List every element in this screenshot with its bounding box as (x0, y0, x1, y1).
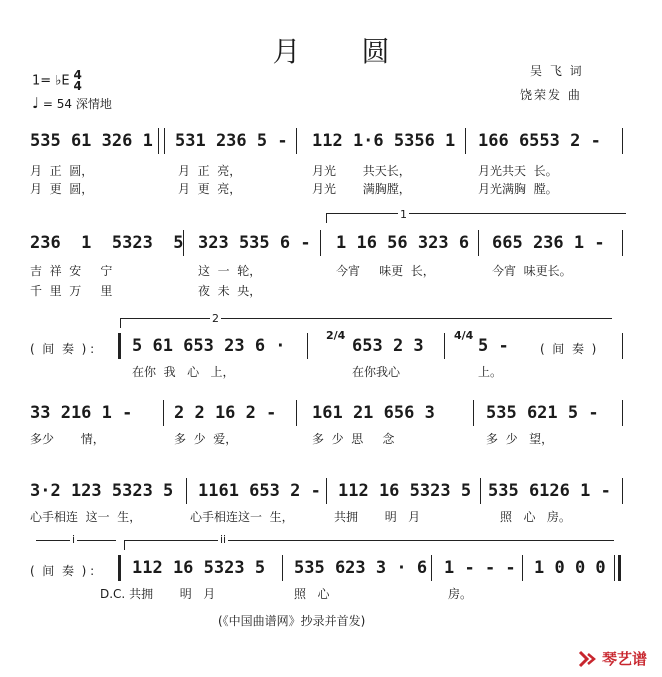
volta-number: 1 (400, 208, 407, 221)
lyric-line: 共拥 明 月 (334, 510, 421, 524)
lyric-line: 上。 (478, 365, 503, 379)
volta-bracket-edge (124, 540, 125, 550)
notation-measure: 1 - - - (444, 558, 516, 578)
notation-measure: 531 236 5 - (175, 131, 288, 151)
notation-measure: 535 621 5 - (486, 403, 599, 423)
lyric-line: D.C. 共拥 明 月 (100, 587, 216, 601)
volta-bracket (326, 213, 626, 214)
lyric-line: 今宵 味更 长， (336, 264, 435, 278)
lyric-line: 房。 (448, 587, 473, 601)
barline (296, 400, 297, 426)
lyric-line: 夜 未 央， (198, 284, 262, 298)
barline (163, 400, 164, 426)
barline (622, 230, 623, 256)
lyric-line: 月 更 圆， (30, 182, 94, 196)
lyric-line: 这 一 轮， (198, 264, 262, 278)
quarter-note-icon: ♩ (32, 94, 40, 112)
lyric-line: 多 少 望， (486, 432, 554, 446)
logo-text: 琴艺谱 (602, 650, 648, 668)
volta-bracket-edge (326, 213, 327, 223)
lyric-line: 多 少 思 念 (312, 432, 395, 446)
source-credit: (《中国曲谱网》抄录并首发) (218, 614, 366, 628)
notation-measure: 3·2 123 5323 5 (30, 481, 174, 501)
lyric-line: 月光共天 长。 (478, 164, 558, 178)
lyric-line: 照 心 房。 (500, 510, 571, 524)
tempo-marking: ♩ = 54 深情地 (32, 94, 112, 112)
barline (622, 400, 623, 426)
lyricist-credit: 吴 飞 词 (530, 64, 584, 78)
lyric-line: 照 心 (294, 587, 330, 601)
lyric-line: 千 里 万 里 (30, 284, 113, 298)
barline (444, 333, 445, 359)
barline (465, 128, 466, 154)
notation-measure: 161 21 656 3 (312, 403, 435, 423)
page-title: 月 圆 (272, 35, 416, 68)
barline (186, 478, 187, 504)
volta-number: i (72, 533, 76, 546)
site-logo[interactable] (578, 648, 647, 669)
notation-measure: 236 1 5323 5 (30, 233, 184, 253)
notation-measure: 1161 653 2 - (198, 481, 321, 501)
time-change: 4/4 (454, 329, 474, 342)
lyric-line: 心手相连 这一 生， (30, 510, 142, 524)
interlude-marking: ( 间 奏 ) (540, 342, 597, 356)
notation-measure: 653 2 3 (352, 336, 424, 356)
final-barline (614, 555, 615, 581)
barline (622, 478, 623, 504)
lyric-line: 今宵 味更长。 (492, 264, 572, 278)
notation-measure: 166 6553 2 - (478, 131, 601, 151)
barline (158, 128, 159, 154)
volta-number: ii (220, 533, 227, 546)
key-label: 1= ♭E (32, 73, 70, 89)
repeat-barline (118, 555, 121, 581)
barline (282, 555, 283, 581)
lyric-line: 心手相连这一 生， (190, 510, 294, 524)
barline (296, 128, 297, 154)
notation-measure: 5 61 653 23 6 · (132, 336, 286, 356)
interlude-marking: ( 间 奏 ) : (30, 342, 95, 356)
volta-bracket (120, 318, 612, 319)
repeat-barline (118, 333, 121, 359)
barline (480, 478, 481, 504)
composer-credit: 饶荣发 曲 (520, 88, 582, 102)
notation-measure: 535 623 3 · 6 (294, 558, 428, 578)
notation-measure: 112 16 5323 5 (338, 481, 472, 501)
barline (478, 230, 479, 256)
volta-bracket (124, 540, 614, 541)
barline (473, 400, 474, 426)
volta-bracket-edge (120, 318, 121, 328)
lyric-line: 月光 满胸膛， (312, 182, 411, 196)
barline (320, 230, 321, 256)
volta-number: 2 (212, 312, 219, 325)
lyric-line: 月 正 圆， (30, 164, 94, 178)
notation-measure: 112 1·6 5356 1 (312, 131, 456, 151)
lyric-line: 月光满胸 膛。 (478, 182, 558, 196)
lyric-line: 吉 祥 安 宁 (30, 264, 113, 278)
notation-measure: 112 16 5323 5 (132, 558, 266, 578)
lyric-line: 月 更 亮， (178, 182, 242, 196)
notation-measure: 535 6126 1 - (488, 481, 611, 501)
notation-measure: 1 0 0 0 (534, 558, 606, 578)
barline (164, 128, 165, 154)
lyric-line: 在你我心 (352, 365, 401, 379)
notation-measure: 665 236 1 - (492, 233, 605, 253)
notation-measure: 2 2 16 2 - (174, 403, 277, 423)
lyric-line: 多 少 爱， (174, 432, 238, 446)
lyric-line: 在你 我 心 上， (132, 365, 235, 379)
logo-mark-icon (578, 650, 598, 668)
interlude-marking: ( 间 奏 ) : (30, 564, 95, 578)
barline (622, 128, 623, 154)
key-signature (32, 70, 82, 92)
lyric-line: 多少 情， (30, 432, 105, 446)
notation-measure: 33 216 1 - (30, 403, 133, 423)
time-signature: 4 4 (73, 68, 82, 93)
barline (522, 555, 523, 581)
barline (326, 478, 327, 504)
lyric-line: 月 正 亮， (178, 164, 242, 178)
barline (431, 555, 432, 581)
notation-measure: 535 61 326 1 (30, 131, 153, 151)
final-barline (618, 555, 621, 581)
notation-measure: 323 535 6 - (198, 233, 311, 253)
barline (307, 333, 308, 359)
lyric-line: 月光 共天长， (312, 164, 411, 178)
notation-measure: 1 16 56 323 6 (336, 233, 470, 253)
barline (622, 333, 623, 359)
notation-measure: 5 - (478, 336, 509, 356)
time-change: 2/4 (326, 329, 346, 342)
